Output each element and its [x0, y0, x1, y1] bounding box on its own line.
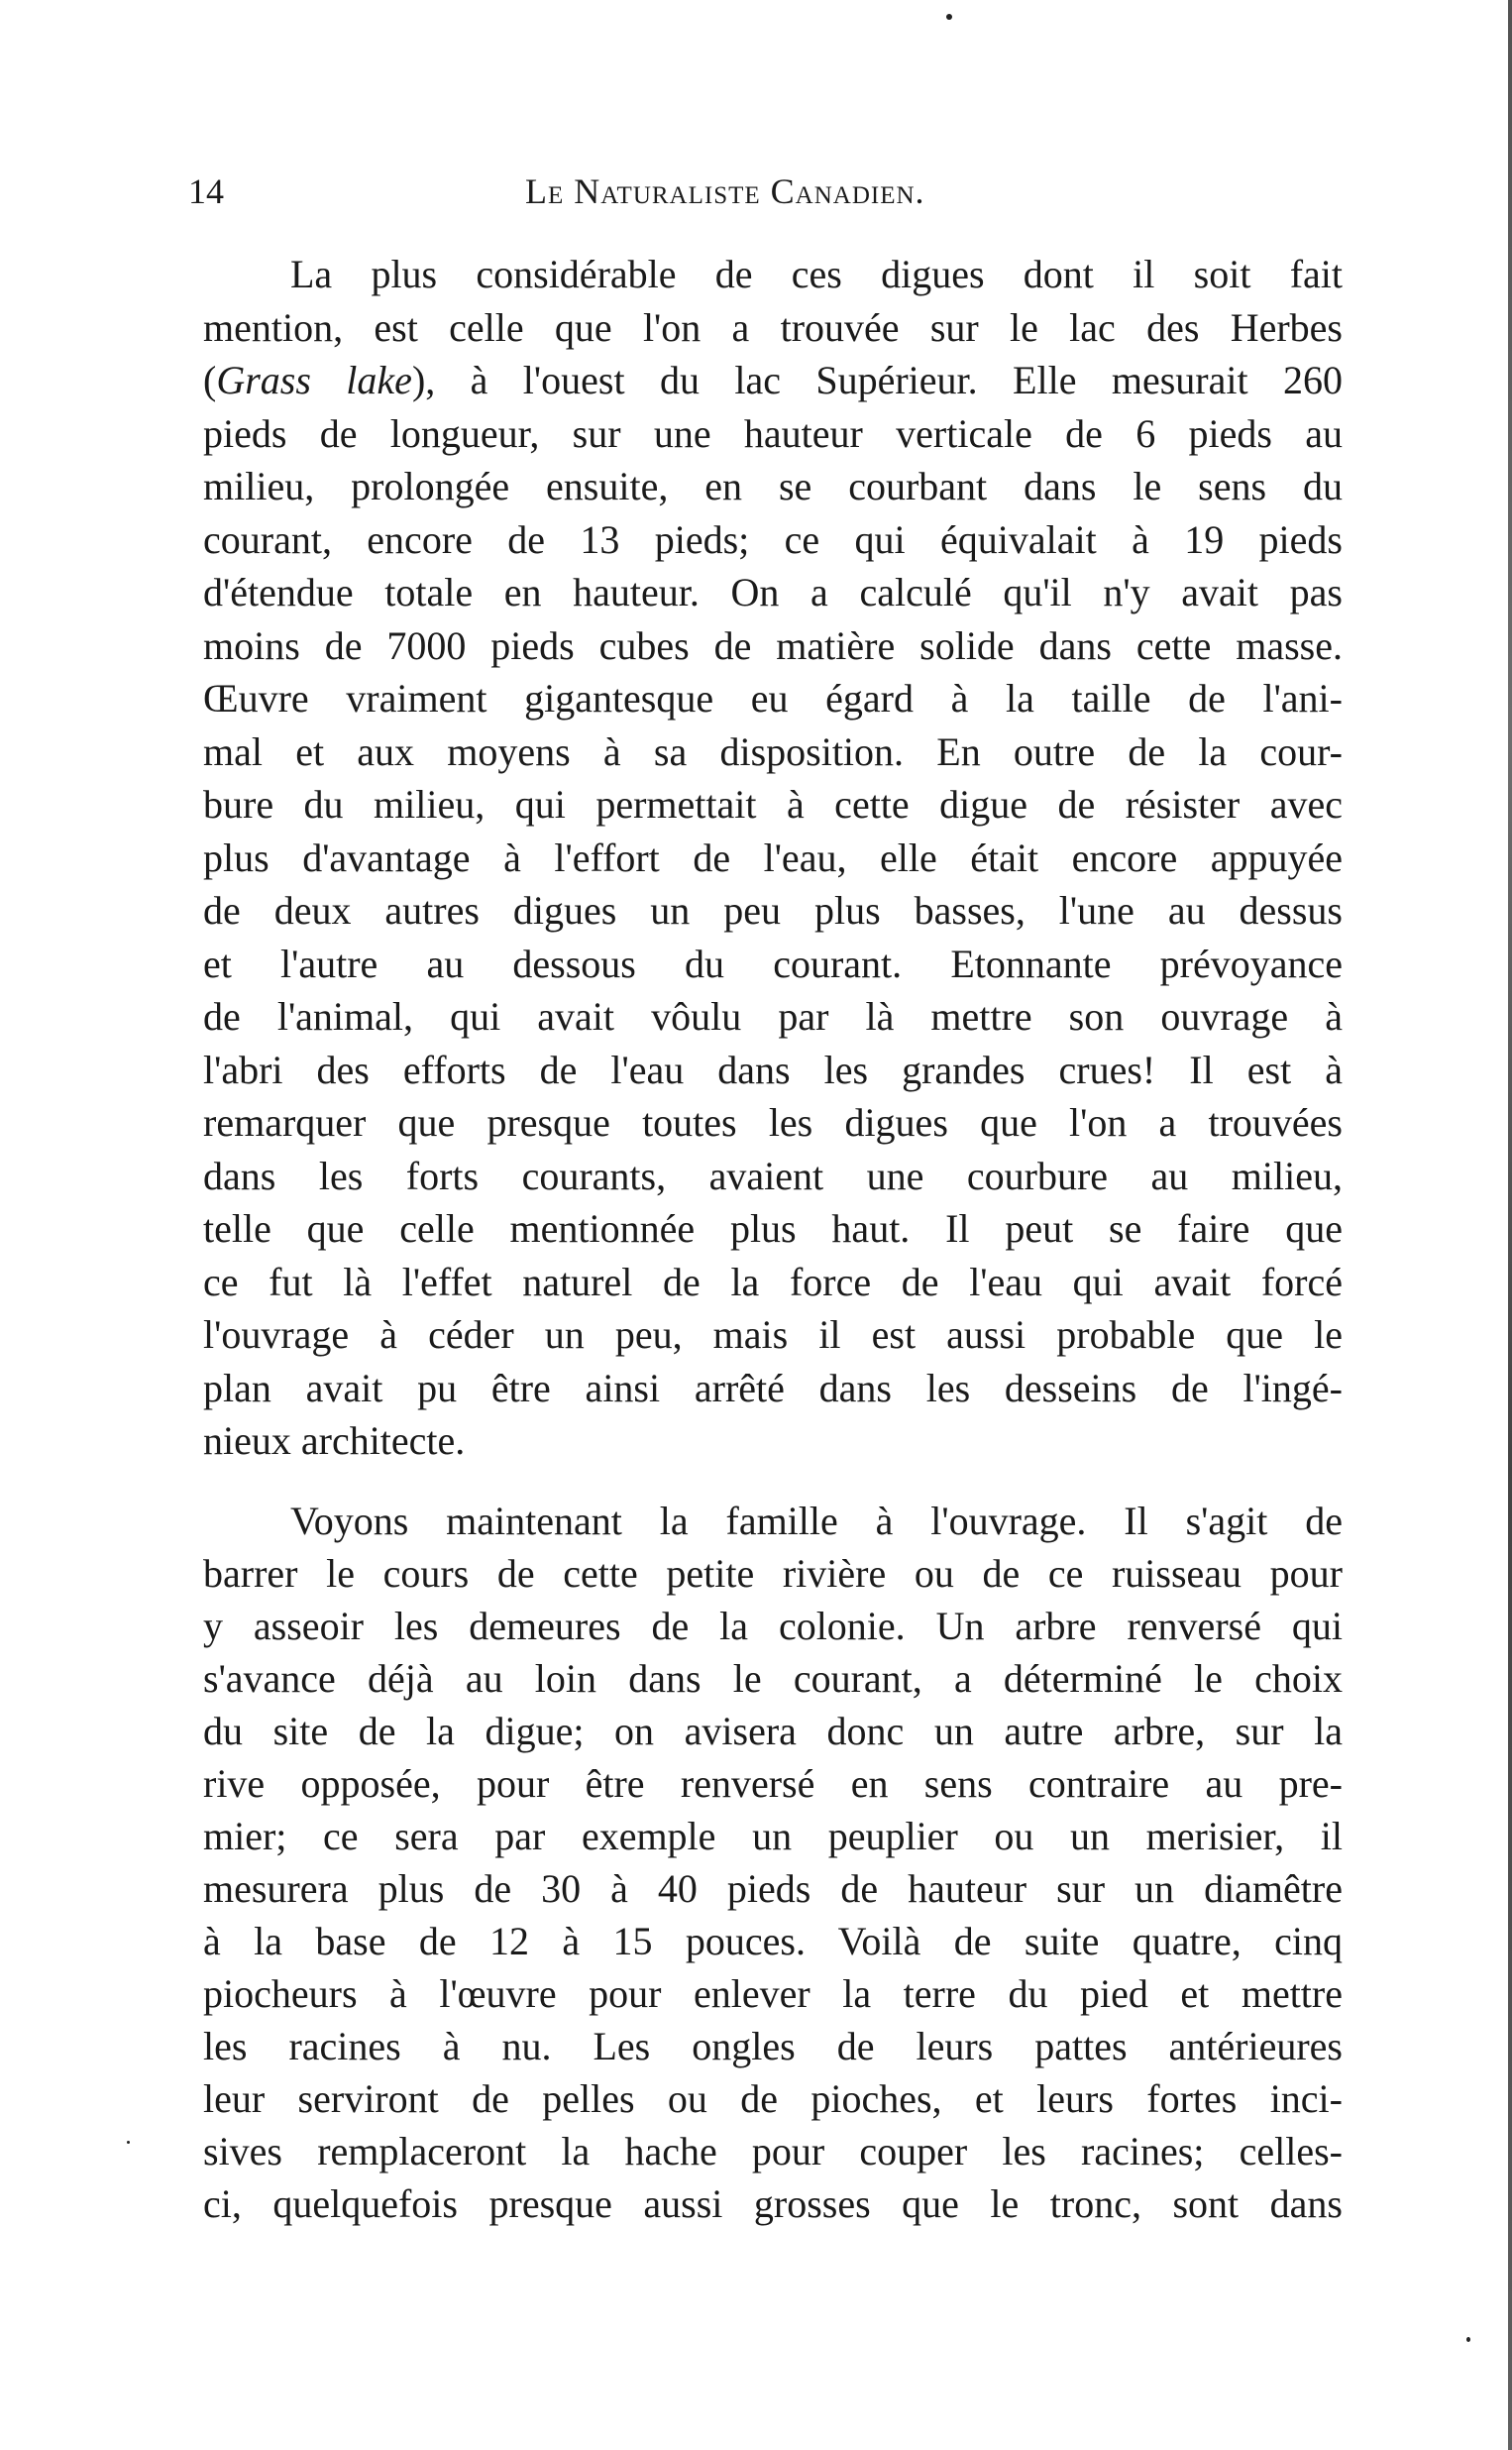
- text-line: rive opposée, pour être renversé en sens contraire au pre-: [203, 1761, 1343, 1806]
- text-line: l'abri des efforts de l'eau dans les grandes crues! Il est à: [203, 1047, 1343, 1092]
- text-line: (Grass lake), à l'ouest du lac Supérieur. Elle mesurait 260: [203, 358, 1343, 402]
- running-head: Le Naturaliste Canadien.: [525, 171, 925, 211]
- text-line: mention, est celle que l'on a trouvée sur le lac des Herbes: [203, 304, 1343, 350]
- text-line: ce fut là l'effet naturel de la force de l'eau qui avait forcé: [203, 1259, 1343, 1304]
- text-line: bure du milieu, qui permettait à cette digue de résister avec: [203, 782, 1343, 827]
- text-line: de deux autres digues un peu plus basses, l'une au dessus: [203, 888, 1343, 933]
- text-line: les racines à nu. Les ongles de leurs pattes antérieures: [203, 2024, 1343, 2068]
- text-line: s'avance déjà au loin dans le courant, a déterminé le choix: [203, 1656, 1343, 1701]
- text-line: Voyons maintenant la famille à l'ouvrage. Il s'agit de: [290, 1499, 1343, 1543]
- page-header: [188, 167, 1338, 216]
- text-line: de l'animal, qui avait vôulu par là mettre son ouvrage à: [203, 994, 1343, 1039]
- text-line: du site de la digue; on avisera donc un autre arbre, sur la: [203, 1709, 1343, 1753]
- text-line: et l'autre au dessous du courant. Etonnante prévoyance: [203, 941, 1343, 986]
- text-line: dans les forts courants, avaient une courbure au milieu,: [203, 1153, 1343, 1198]
- paragraph-body: [203, 248, 1343, 1468]
- text-line: ci, quelquefois presque aussi grosses que le tronc, sont dans: [203, 2181, 1343, 2226]
- text-line: courant, encore de 13 pieds; ce qui équivalait à 19 pieds: [203, 516, 1343, 562]
- text-line: y asseoir les demeures de la colonie. Un arbre renversé qui: [203, 1604, 1343, 1648]
- text-line: La plus considérable de ces digues dont il soit fait: [290, 252, 1343, 296]
- text-line: moins de 7000 pieds cubes de matière solide dans cette masse.: [203, 622, 1343, 668]
- page-edge-line: [1508, 0, 1512, 2450]
- italic-term: Grass lake: [216, 358, 412, 402]
- text-line: mesurera plus de 30 à 40 pieds de hauteur sur un diamêtre: [203, 1866, 1343, 1911]
- paragraph-2: [203, 1495, 1343, 2230]
- text-line: à la base de 12 à 15 pouces. Voilà de suite quatre, cinq: [203, 1919, 1343, 1963]
- text-line: remarquer que presque toutes les digues que l'on a trouvées: [203, 1100, 1343, 1145]
- text-line: leur serviront de pelles ou de pioches, et leurs fortes inci-: [203, 2076, 1343, 2121]
- text-line: milieu, prolongée ensuite, en se courbant dans le sens du: [203, 464, 1343, 508]
- ink-speck: [127, 2141, 130, 2144]
- paragraph-body: [203, 1495, 1343, 2230]
- text-line: plus d'avantage à l'effort de l'eau, elle était encore appuyée: [203, 835, 1343, 880]
- text-line: mal et aux moyens à sa disposition. En outre de la cour-: [203, 728, 1343, 774]
- text-line: pieds de longueur, sur une hauteur verticale de 6 pieds au: [203, 410, 1343, 456]
- text-line: piocheurs à l'œuvre pour enlever la terre du pied et mettre: [203, 1971, 1343, 2016]
- text-line: d'étendue totale en hauteur. On a calculé qu'il n'y avait pas: [203, 570, 1343, 614]
- text-line: nieux architecte.: [203, 1418, 466, 1463]
- text-line: barrer le cours de cette petite rivière ou de ce ruisseau pour: [203, 1551, 1343, 1596]
- paragraph-1: [203, 248, 1343, 1468]
- text-line: l'ouvrage à céder un peu, mais il est aussi probable que le: [203, 1312, 1343, 1357]
- text-line: telle que celle mentionnée plus haut. Il peut se faire que: [203, 1206, 1343, 1251]
- ink-speck: [1466, 2337, 1470, 2342]
- ink-speck: [946, 14, 952, 20]
- text-line: mier; ce sera par exemple un peuplier ou un merisier, il: [203, 1814, 1343, 1858]
- text-line: Œuvre vraiment gigantesque eu égard à la taille de l'ani-: [203, 676, 1343, 721]
- page-number: 14: [188, 171, 224, 211]
- text-line: sives remplaceront la hache pour couper les racines; celles-: [203, 2129, 1343, 2173]
- text-line: plan avait pu être ainsi arrêté dans les desseins de l'ingé-: [203, 1365, 1343, 1410]
